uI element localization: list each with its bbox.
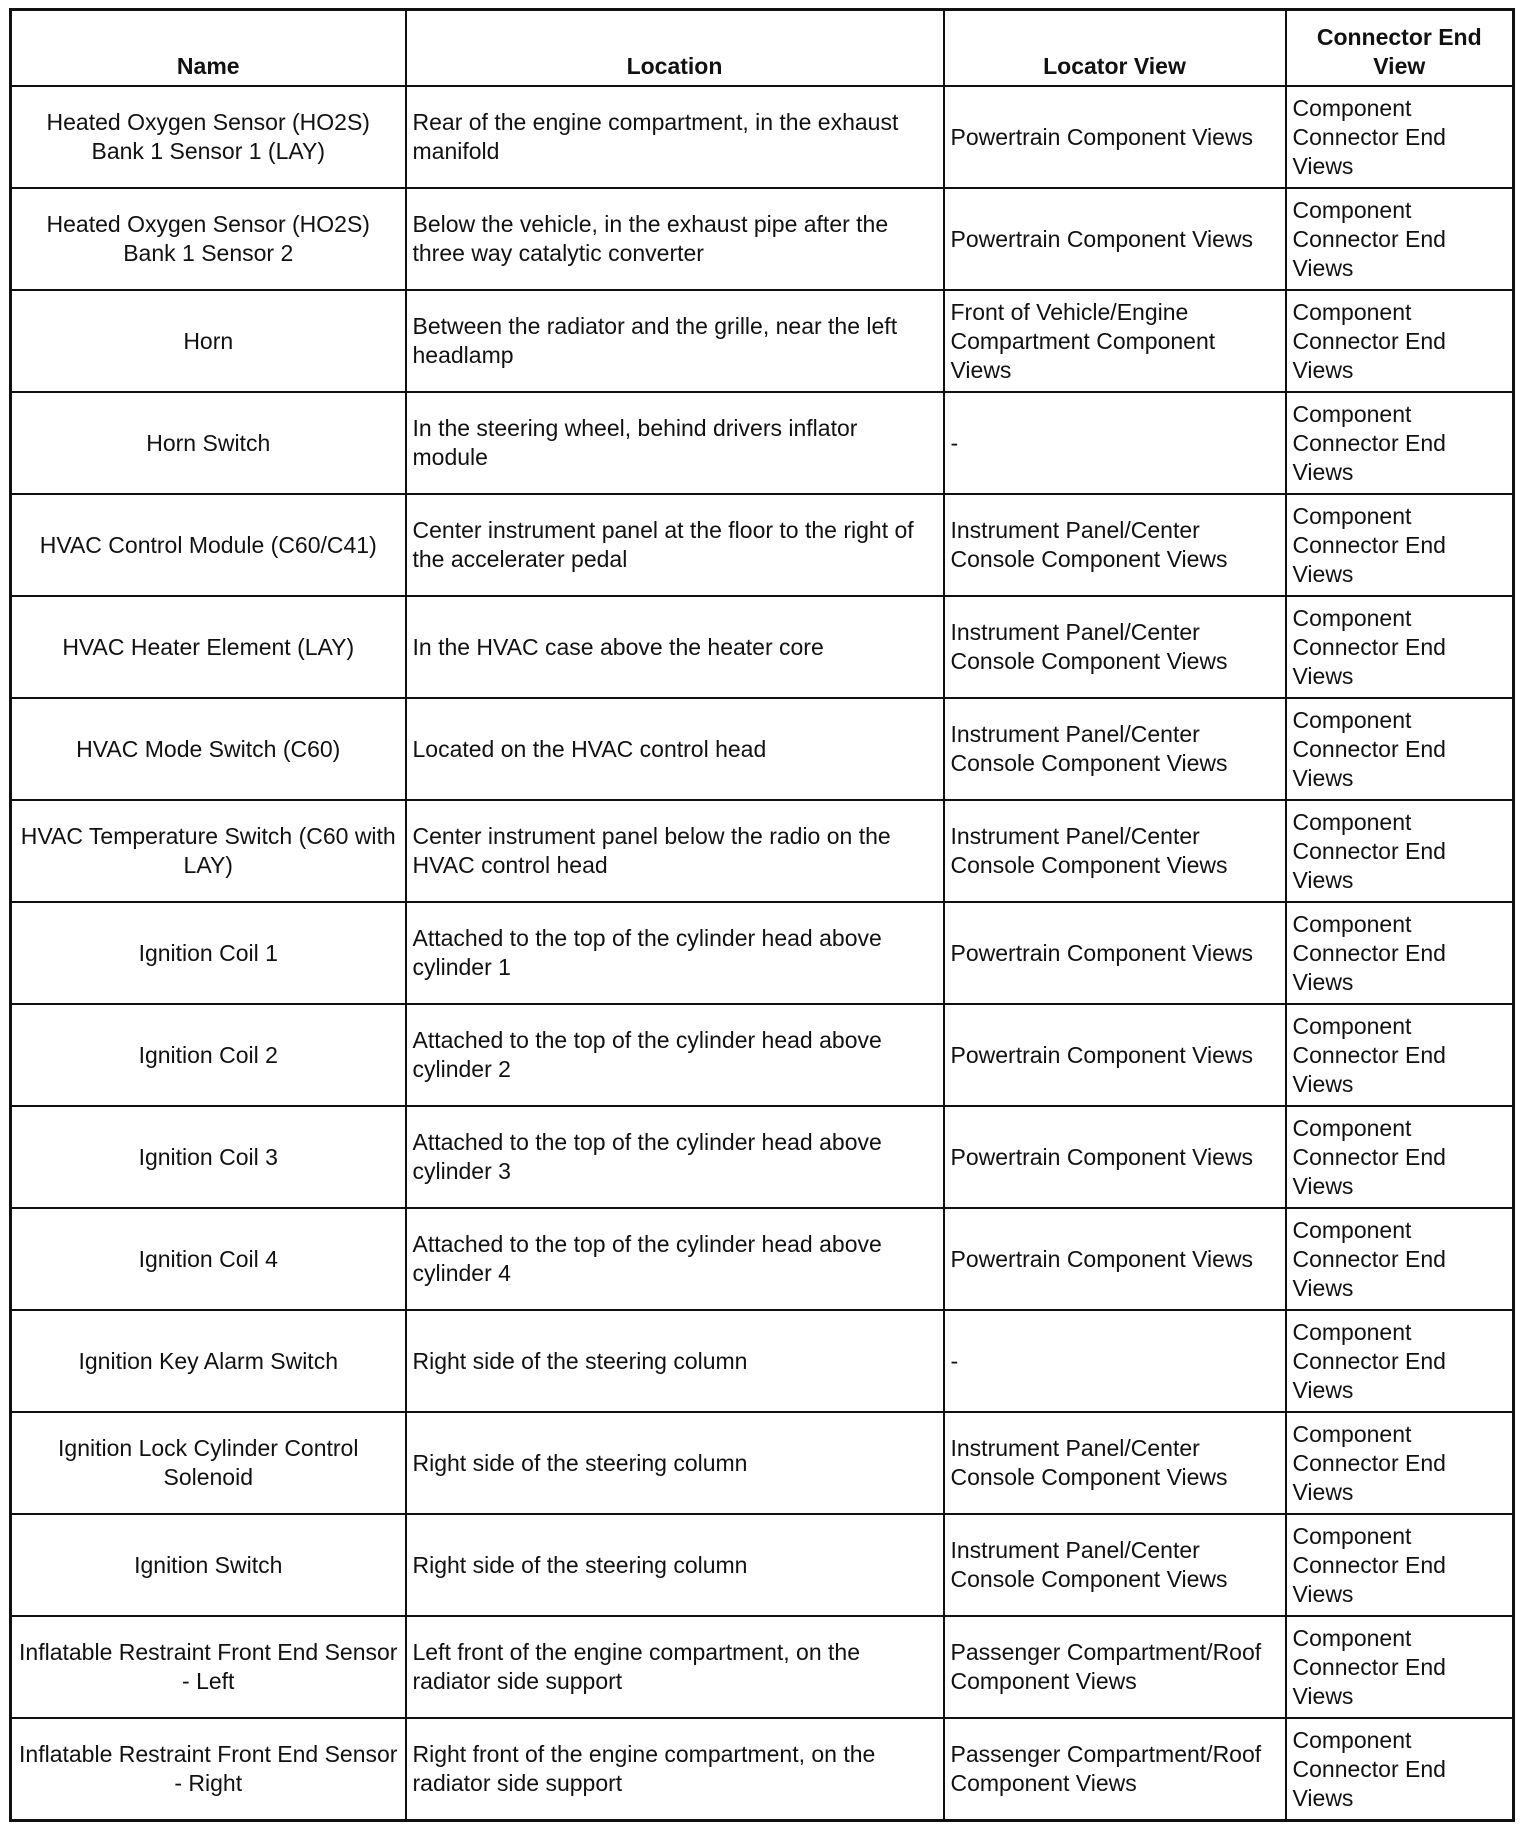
table-row <box>11 800 1514 902</box>
cell-locator-view: Instrument Panel/Center Console Component Views <box>944 800 1286 902</box>
cell-name: Horn Switch <box>11 392 406 494</box>
cell-location: Located on the HVAC control head <box>406 698 944 800</box>
cell-location: Right front of the engine compartment, on the radiator side support <box>406 1718 944 1821</box>
cell-connector-end-view: Component Connector End Views <box>1286 1718 1514 1821</box>
cell-name: Ignition Coil 3 <box>11 1106 406 1208</box>
cell-connector-end-view: Component Connector End Views <box>1286 392 1514 494</box>
table-row <box>11 1412 1514 1514</box>
cell-location: Attached to the top of the cylinder head above cylinder 2 <box>406 1004 944 1106</box>
table-row <box>11 1310 1514 1412</box>
header-name: Name <box>11 10 406 87</box>
cell-locator-view: Passenger Compartment/Roof Component Views <box>944 1718 1286 1821</box>
cell-connector-end-view: Component Connector End Views <box>1286 902 1514 1004</box>
cell-name: Horn <box>11 290 406 392</box>
cell-location: In the HVAC case above the heater core <box>406 596 944 698</box>
cell-name: Inflatable Restraint Front End Sensor - Right <box>11 1718 406 1821</box>
cell-name: Ignition Lock Cylinder Control Solenoid <box>11 1412 406 1514</box>
cell-connector-end-view: Component Connector End Views <box>1286 800 1514 902</box>
cell-locator-view: Powertrain Component Views <box>944 1106 1286 1208</box>
table-row <box>11 902 1514 1004</box>
table-row <box>11 1514 1514 1616</box>
cell-locator-view: Instrument Panel/Center Console Component Views <box>944 698 1286 800</box>
cell-name: Ignition Coil 2 <box>11 1004 406 1106</box>
table-row <box>11 1718 1514 1821</box>
cell-locator-view: - <box>944 392 1286 494</box>
header-location: Location <box>406 10 944 87</box>
cell-connector-end-view: Component Connector End Views <box>1286 1004 1514 1106</box>
cell-location: Rear of the engine compartment, in the exhaust manifold <box>406 86 944 188</box>
cell-locator-view: Passenger Compartment/Roof Component Views <box>944 1616 1286 1718</box>
cell-locator-view: Powertrain Component Views <box>944 1004 1286 1106</box>
cell-connector-end-view: Component Connector End Views <box>1286 1616 1514 1718</box>
table-row <box>11 1208 1514 1310</box>
cell-locator-view: Instrument Panel/Center Console Component Views <box>944 494 1286 596</box>
table-body <box>11 86 1514 1821</box>
cell-locator-view: Powertrain Component Views <box>944 188 1286 290</box>
cell-location: Left front of the engine compartment, on the radiator side support <box>406 1616 944 1718</box>
table-row <box>11 188 1514 290</box>
cell-locator-view: Powertrain Component Views <box>944 1208 1286 1310</box>
header-connector-end-view: Connector End View <box>1286 10 1514 87</box>
cell-name: HVAC Temperature Switch (C60 with LAY) <box>11 800 406 902</box>
table-row <box>11 1616 1514 1718</box>
cell-connector-end-view: Component Connector End Views <box>1286 1412 1514 1514</box>
cell-locator-view: Powertrain Component Views <box>944 86 1286 188</box>
cell-connector-end-view: Component Connector End Views <box>1286 1208 1514 1310</box>
cell-location: Center instrument panel below the radio on the HVAC control head <box>406 800 944 902</box>
component-locations-table <box>9 8 1515 1822</box>
cell-name: HVAC Control Module (C60/C41) <box>11 494 406 596</box>
cell-connector-end-view: Component Connector End Views <box>1286 596 1514 698</box>
cell-name: Ignition Switch <box>11 1514 406 1616</box>
cell-location: Attached to the top of the cylinder head above cylinder 3 <box>406 1106 944 1208</box>
table-header-row <box>11 10 1514 87</box>
table-row <box>11 86 1514 188</box>
cell-name: Ignition Key Alarm Switch <box>11 1310 406 1412</box>
cell-location: In the steering wheel, behind drivers inflator module <box>406 392 944 494</box>
cell-connector-end-view: Component Connector End Views <box>1286 1514 1514 1616</box>
cell-location: Attached to the top of the cylinder head above cylinder 1 <box>406 902 944 1004</box>
cell-location: Center instrument panel at the floor to the right of the accelerater pedal <box>406 494 944 596</box>
cell-connector-end-view: Component Connector End Views <box>1286 86 1514 188</box>
table-row <box>11 1004 1514 1106</box>
cell-name: HVAC Heater Element (LAY) <box>11 596 406 698</box>
cell-name: Heated Oxygen Sensor (HO2S) Bank 1 Sensor 1 (LAY) <box>11 86 406 188</box>
cell-name: HVAC Mode Switch (C60) <box>11 698 406 800</box>
cell-name: Ignition Coil 1 <box>11 902 406 1004</box>
table-row <box>11 1106 1514 1208</box>
cell-location: Right side of the steering column <box>406 1514 944 1616</box>
table-row <box>11 494 1514 596</box>
cell-location: Below the vehicle, in the exhaust pipe after the three way catalytic converter <box>406 188 944 290</box>
cell-connector-end-view: Component Connector End Views <box>1286 494 1514 596</box>
cell-connector-end-view: Component Connector End Views <box>1286 1106 1514 1208</box>
cell-locator-view: Instrument Panel/Center Console Component Views <box>944 596 1286 698</box>
cell-locator-view: Front of Vehicle/Engine Compartment Component Views <box>944 290 1286 392</box>
header-locator-view: Locator View <box>944 10 1286 87</box>
cell-location: Between the radiator and the grille, near the left headlamp <box>406 290 944 392</box>
cell-location: Right side of the steering column <box>406 1310 944 1412</box>
table-row <box>11 698 1514 800</box>
cell-connector-end-view: Component Connector End Views <box>1286 1310 1514 1412</box>
cell-connector-end-view: Component Connector End Views <box>1286 188 1514 290</box>
cell-connector-end-view: Component Connector End Views <box>1286 698 1514 800</box>
table-row <box>11 290 1514 392</box>
cell-location: Attached to the top of the cylinder head above cylinder 4 <box>406 1208 944 1310</box>
cell-locator-view: Instrument Panel/Center Console Component Views <box>944 1514 1286 1616</box>
cell-location: Right side of the steering column <box>406 1412 944 1514</box>
table-row <box>11 392 1514 494</box>
cell-name: Ignition Coil 4 <box>11 1208 406 1310</box>
cell-locator-view: Powertrain Component Views <box>944 902 1286 1004</box>
cell-name: Inflatable Restraint Front End Sensor - Left <box>11 1616 406 1718</box>
cell-locator-view: Instrument Panel/Center Console Component Views <box>944 1412 1286 1514</box>
cell-name: Heated Oxygen Sensor (HO2S) Bank 1 Sensor 2 <box>11 188 406 290</box>
cell-locator-view: - <box>944 1310 1286 1412</box>
cell-connector-end-view: Component Connector End Views <box>1286 290 1514 392</box>
table-row <box>11 596 1514 698</box>
